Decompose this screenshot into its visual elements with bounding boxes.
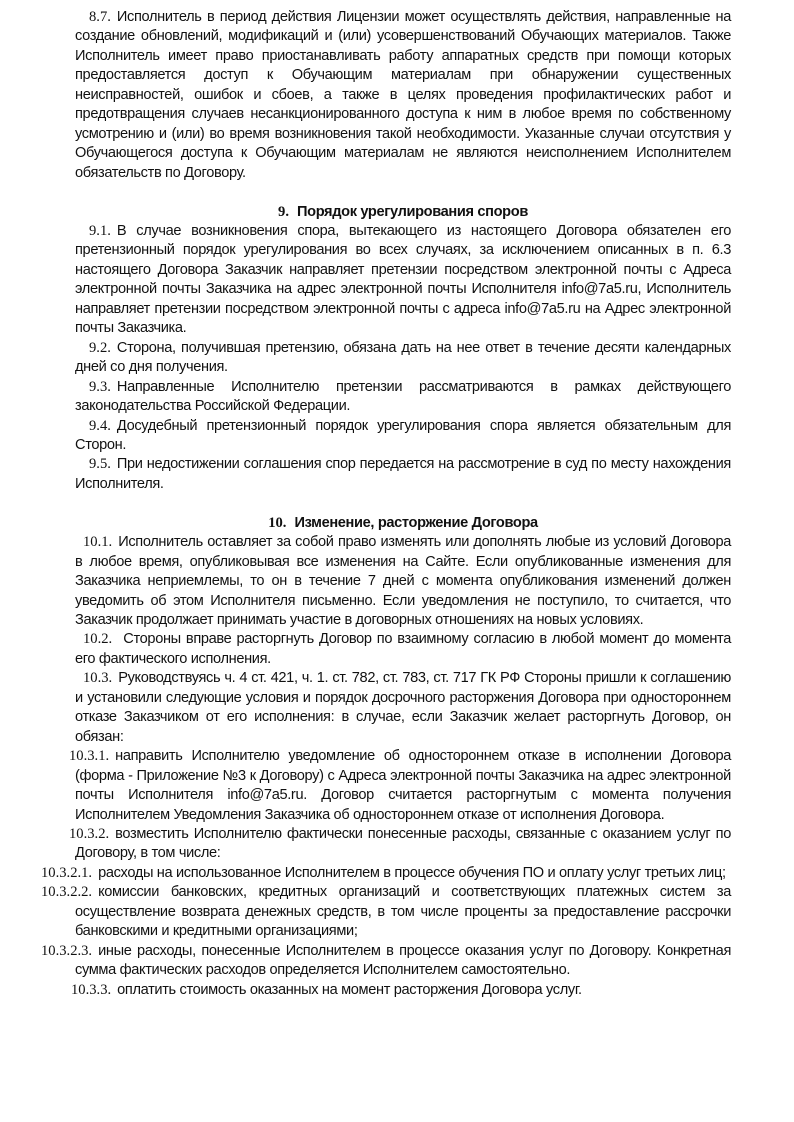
clause-10-3-2-1 <box>41 864 731 883</box>
section-number: 9. <box>278 203 289 220</box>
clause-text: направить Исполнителю уведомление об одностороннем отказе в исполнении Договора (форма - Приложение №3 к Договору) с Адреса электронной почты Заказчика на адрес электронной почты Исполнителя info@7a5.ru. Договор считается расторгнутым с момента получения Исполнителем Уведомления Заказчика об одностороннем отказе от исполнения Договора. <box>75 748 731 823</box>
clause-9-4 <box>75 417 731 456</box>
section-heading-9 <box>75 203 731 222</box>
clause-text: Досудебный претензионный порядок урегулирования спора является обязательным для Сторон. <box>75 417 731 453</box>
document-page <box>41 8 731 1000</box>
clause-10-3-1 <box>69 747 731 825</box>
clause-text: возместить Исполнителю фактически понесенные расходы, связанные с оказанием услуг по Договору, в том числе: <box>75 826 731 862</box>
clause-text: При недостижении соглашения спор передается на рассмотрение в суд по месту нахождения Исполнителя. <box>75 456 731 492</box>
section-title: Изменение, расторжение Договора <box>294 514 538 531</box>
clause-number: 10.1. <box>83 534 113 551</box>
clause-number: 9.4. <box>89 417 111 434</box>
clause-text: Стороны вправе расторгнуть Договор по взаимному согласию в любой момент до момента его фактического исполнения. <box>75 631 731 667</box>
section-heading-10 <box>75 514 731 533</box>
clause-number: 8.7. <box>89 9 111 25</box>
clause-9-2 <box>75 339 731 378</box>
clause-10-3-2-2 <box>41 883 731 941</box>
clause-text: Исполнитель в период действия Лицензии может осуществлять действия, направленные на создание обновлений, модификаций и (или) усовершенствований Обучающих материалов. Также Исполнитель имеет право приостанавливать работу аппаратных средств при помощи которых предоставляется доступ к Обучающим материалам при обнаружении существенных неисправностей, ошибок и сбоев, а также в целях проведения профилактических работ и предотвращения случаев несанкционированного доступа к ним в любое время по собственному усмотрению и (или) во время возникновения такой необходимости. Указанные случаи отсутствия у Обучающегося доступа к Обучающим материалам не являются неисполнением Исполнителем обязательств по Договору. <box>75 9 731 181</box>
clause-number: 10.3.3. <box>71 981 112 998</box>
clause-10-3-3 <box>71 981 731 1000</box>
clause-number: 9.2. <box>89 339 111 356</box>
clause-number: 10.3.2. <box>69 826 110 842</box>
clause-number: 9.1. <box>89 222 111 239</box>
clause-text: иные расходы, понесенные Исполнителем в процессе оказания услуг по Договору. Конкретная сумма фактических расходов определяется Исполнителем самостоятельно. <box>75 942 731 979</box>
clause-number: 9.5. <box>89 456 111 473</box>
clause-number: 10.3.2.3. <box>41 942 93 959</box>
clause-text: Исполнитель оставляет за собой право изменять или дополнять любые из условий Договора в любое время, опубликовывая все изменения на Сайте. Если опубликованные изменения для Заказчика неприемлемы, то он в течение 7 дней с момента опубликования изменений должен уведомить об этом Исполнителя письменно. Если уведомления не поступило, то считается, что Заказчик продолжает принимать участие в договорных отношениях на новых условиях. <box>75 534 731 629</box>
clause-number: 10.3.2.2. <box>41 884 93 901</box>
clause-number: 10.3.2.1. <box>41 864 93 881</box>
spacer <box>75 494 731 513</box>
clause-10-3-2-3 <box>41 942 731 981</box>
clause-number: 10.3. <box>83 670 113 687</box>
clause-number: 10.2. <box>83 631 113 648</box>
clause-text: Направленные Исполнителю претензии рассматриваются в рамках действующего законодательства Российской Федерации. <box>75 378 731 415</box>
clause-9-5 <box>75 455 731 494</box>
clause-text: оплатить стоимость оказанных на момент расторжения Договора услуг. <box>117 981 582 998</box>
clause-text: комиссии банковских, кредитных организаций и соответствующих платежных систем за осуществление возврата денежных средств, в том числе проценты за предоставление рассрочки банковскими и кредитными организациями; <box>75 884 731 940</box>
clause-text: расходы на использованное Исполнителем в процессе обучения ПО и оплату услуг третьих лиц; <box>98 864 726 881</box>
clause-10-3-2 <box>69 825 731 864</box>
clause-9-3 <box>75 378 731 417</box>
clause-text: Руководствуясь ч. 4 ст. 421, ч. 1. ст. 782, ст. 783, ст. 717 ГК РФ Стороны пришли к соглашению и установили следующие условия и порядок досрочного расторжения Договора при одностороннем отказе Заказчиком от его исполнения: в случае, если Заказчик желает расторгнуть Договор, он обязан: <box>75 670 731 745</box>
clause-text: Сторона, получившая претензию, обязана дать на нее ответ в течение десяти календарных дней со дня получения. <box>75 339 731 376</box>
clause-number: 10.3.1. <box>69 748 110 765</box>
clause-9-1 <box>75 222 731 339</box>
spacer <box>75 183 731 202</box>
clause-10-1 <box>75 533 731 630</box>
clause-number: 9.3. <box>89 378 111 395</box>
clause-10-3 <box>75 669 731 747</box>
section-number: 10. <box>268 514 287 531</box>
clause-10-2 <box>75 630 731 669</box>
clause-text: В случае возникновения спора, вытекающего из настоящего Договора обязателен его претензионный порядок урегулирования во всех случаях, за исключением описанных в п. 6.3 настоящего Договора Заказчик направляет претензии посредством электронной почты с Адреса электронной почты Заказчика на адрес электронной почты Исполнителя info@7a5.ru, Исполнитель направляет претензии посредством электронной почты с адреса info@7a5.ru на Адрес электронной почты Заказчика. <box>75 222 731 337</box>
section-title: Порядок урегулирования споров <box>296 203 528 220</box>
clause-8-7 <box>75 8 731 183</box>
